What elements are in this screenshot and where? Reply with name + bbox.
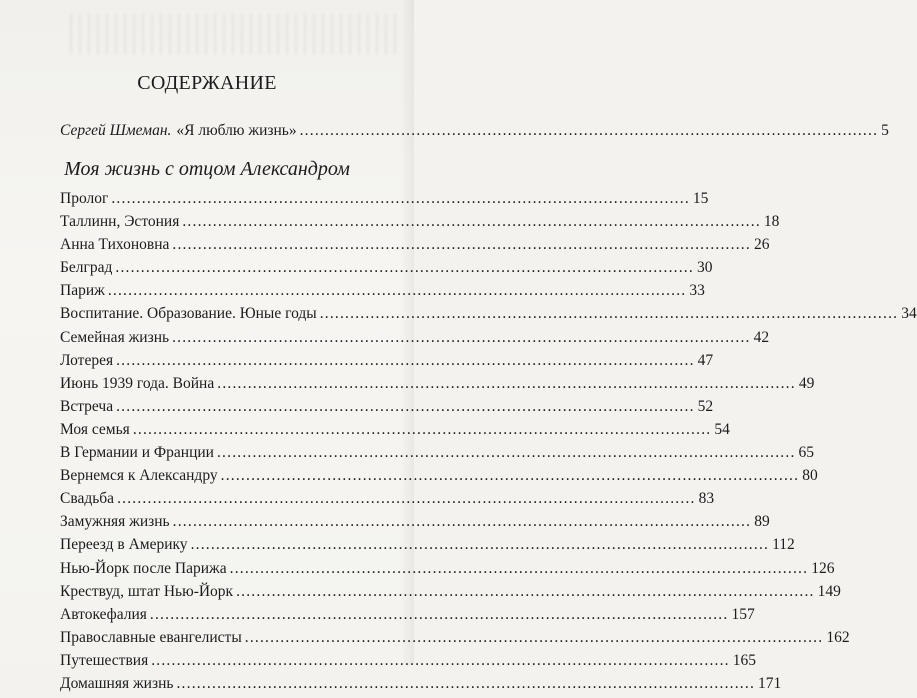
leader-dots <box>116 398 695 416</box>
toc-entry-page: 126 <box>811 559 835 577</box>
leader-dots <box>320 305 899 323</box>
toc-intro-entry <box>60 122 889 140</box>
toc-entry <box>60 674 782 698</box>
toc-entry-page: 52 <box>697 397 714 415</box>
leader-dots <box>300 122 879 140</box>
toc-entry-title: Путешествия <box>60 651 149 669</box>
toc-entry-title: В Германии и Франции <box>60 444 214 462</box>
toc-entry-page: 171 <box>758 674 782 692</box>
toc-entry-title: Переезд в Америку <box>60 536 188 554</box>
toc-entry <box>60 605 755 629</box>
leader-dots <box>236 583 815 601</box>
toc-entry <box>60 651 757 675</box>
leader-dots <box>230 560 809 578</box>
toc-entry <box>60 444 815 467</box>
toc-entry-title: Домашняя жизнь <box>60 674 174 692</box>
show-through-text <box>70 14 400 54</box>
toc-entry-page: 26 <box>753 236 770 254</box>
leader-dots <box>217 444 796 462</box>
toc-entry <box>60 305 917 328</box>
toc-entry-title: Белград <box>60 259 113 277</box>
leader-dots <box>133 421 712 439</box>
toc-entry-title: Лотерея <box>60 351 114 369</box>
toc-entry-page: 162 <box>826 628 850 646</box>
toc-entry-page: 30 <box>696 259 713 277</box>
leader-dots <box>173 513 752 531</box>
leader-dots <box>108 282 687 300</box>
leader-dots <box>182 213 761 231</box>
leader-dots <box>151 652 730 670</box>
toc-entry <box>60 397 714 421</box>
toc-entry-page: 89 <box>754 513 770 531</box>
toc-entry <box>60 490 715 513</box>
toc-entry <box>60 236 770 259</box>
toc-entry-page: 33 <box>689 282 705 300</box>
intro-author: Сергей Шмеман. <box>60 122 172 139</box>
toc-entry-page: 83 <box>698 490 715 508</box>
toc-entry <box>60 628 850 652</box>
toc-entry <box>60 420 730 444</box>
toc-entry <box>60 582 841 606</box>
toc-entry-page: 34 <box>901 305 917 323</box>
toc-entry-title: Креcтвуд, штат Нью-Йорк <box>60 582 234 600</box>
toc-entry-title: Свадьба <box>60 490 115 508</box>
toc-entry <box>60 559 835 583</box>
toc-entry <box>60 467 818 490</box>
toc-list <box>60 190 917 698</box>
leader-dots <box>111 190 690 208</box>
toc-entry-page: 80 <box>802 467 818 485</box>
toc-entry <box>60 374 815 398</box>
toc-entry-title: Таллинн, Эстония <box>60 213 180 231</box>
leader-dots <box>176 675 755 693</box>
leader-dots <box>116 352 695 370</box>
toc-entry <box>60 213 780 236</box>
toc-entry <box>60 536 795 559</box>
toc-entry-title: Июнь 1939 года. Война <box>60 374 215 392</box>
toc-entry-page: 112 <box>772 536 795 554</box>
toc-entry-page: 165 <box>732 651 757 669</box>
intro-page-number: 5 <box>881 122 889 139</box>
leader-dots <box>221 467 800 485</box>
toc-entry <box>60 513 770 536</box>
toc-entry <box>60 282 705 305</box>
toc-entry-page: 157 <box>731 605 755 623</box>
toc-entry-title: Замужняя жизнь <box>60 513 170 531</box>
toc-entry-title: Автокефалия <box>60 605 147 623</box>
toc-entry-page: 18 <box>763 213 780 231</box>
leader-dots <box>245 629 824 647</box>
toc-entry-page: 65 <box>798 444 815 462</box>
toc-entry-page: 54 <box>714 420 730 438</box>
toc-entry-title: Воспитание. Образование. Юные годы <box>60 305 317 323</box>
leader-dots <box>172 236 751 254</box>
toc-entry-page: 47 <box>697 351 714 369</box>
toc-entry-title: Нью-Йорк после Парижа <box>60 559 227 577</box>
contents-heading: СОДЕРЖАНИЕ <box>137 72 277 94</box>
toc-entry-title: Моя семья <box>60 420 130 438</box>
toc-entry-page: 42 <box>753 328 770 346</box>
leader-dots <box>115 259 694 277</box>
toc-entry <box>60 259 713 282</box>
toc-entry-title: Пролог <box>60 190 109 207</box>
leader-dots <box>117 490 696 508</box>
toc-entry-title: Семейная жизнь <box>60 328 170 346</box>
toc-entry-page: 49 <box>798 374 815 392</box>
toc-entry-page: 15 <box>692 190 709 207</box>
toc-entry-title: Париж <box>60 282 105 300</box>
leader-dots <box>217 375 796 393</box>
leader-dots <box>150 606 729 624</box>
toc-entry-title: Православные евангелисты <box>60 628 242 646</box>
toc-entry <box>60 351 714 375</box>
toc-entry-page: 149 <box>817 582 841 600</box>
toc-entry-title: Встреча <box>60 397 114 415</box>
leader-dots <box>191 536 770 554</box>
toc-entry <box>60 190 709 213</box>
toc-entry-title: Анна Тихоновна <box>60 236 170 254</box>
section-title: Моя жизнь с отцом Александром <box>64 158 350 180</box>
intro-title: «Я люблю жизнь» <box>176 122 297 139</box>
toc-entry-title: Вернемся к Александру <box>60 467 218 485</box>
toc-entry <box>60 328 770 352</box>
leader-dots <box>172 329 751 347</box>
